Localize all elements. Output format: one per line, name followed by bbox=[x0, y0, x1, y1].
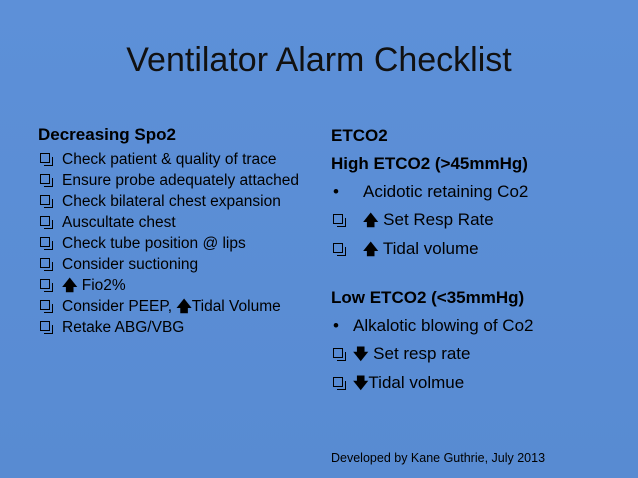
etco2-heading: ETCO2 bbox=[331, 126, 388, 145]
checkbox-icon bbox=[40, 258, 50, 268]
checkbox-icon bbox=[40, 300, 50, 310]
checkbox-icon bbox=[40, 216, 50, 226]
checkbox-icon bbox=[40, 195, 50, 205]
arrow-up-icon: 🡅 bbox=[363, 241, 379, 258]
list-item: Auscultate chest bbox=[38, 213, 318, 232]
checkbox-icon bbox=[40, 174, 50, 184]
list-item: • Acidotic retaining Co2 bbox=[331, 178, 621, 206]
checkbox-icon bbox=[333, 243, 343, 253]
list-item: Check tube position @ lips bbox=[38, 234, 318, 253]
checkbox-icon bbox=[40, 321, 50, 331]
checkbox-icon bbox=[333, 214, 343, 224]
author-credit: Developed by Kane Guthrie, July 2013 bbox=[331, 451, 546, 465]
checkbox-icon bbox=[40, 279, 50, 289]
spo2-heading: Decreasing Spo2 bbox=[38, 125, 176, 144]
list-item: 🡇 Set resp rate bbox=[331, 340, 621, 369]
checkbox-icon bbox=[40, 153, 50, 163]
list-item: Check bilateral chest expansion bbox=[38, 192, 318, 211]
arrow-down-icon: 🡇 bbox=[353, 346, 369, 363]
arrow-down-icon: 🡇 bbox=[353, 375, 369, 392]
etco2-column bbox=[331, 124, 621, 398]
bullet-icon: • bbox=[333, 182, 339, 201]
list-item: Ensure probe adequately attached bbox=[38, 171, 318, 190]
spo2-checklist bbox=[38, 150, 318, 337]
list-item: 🡅 Fio2% bbox=[38, 276, 318, 295]
low-etco2-heading: Low ETCO2 (<35mmHg) bbox=[331, 288, 525, 307]
arrow-up-icon: 🡅 bbox=[363, 212, 379, 229]
list-item: • Alkalotic blowing of Co2 bbox=[331, 312, 621, 340]
checkbox-icon bbox=[40, 237, 50, 247]
list-item: 🡅 Tidal volume bbox=[331, 235, 621, 264]
bullet-icon: • bbox=[333, 316, 339, 335]
slide-title: Ventilator Alarm Checklist bbox=[126, 41, 512, 79]
checkbox-icon bbox=[333, 377, 343, 387]
high-etco2-heading: High ETCO2 (>45mmHg) bbox=[331, 154, 528, 173]
list-item: Check patient & quality of trace bbox=[38, 150, 318, 169]
list-item: Consider suctioning bbox=[38, 255, 318, 274]
spo2-column bbox=[38, 124, 318, 339]
list-item: 🡇Tidal volmue bbox=[331, 369, 621, 398]
arrow-up-icon: 🡅 bbox=[176, 298, 192, 315]
list-item: 🡅 Set Resp Rate bbox=[331, 206, 621, 235]
checkbox-icon bbox=[333, 348, 343, 358]
list-item: Consider PEEP, 🡅Tidal Volume bbox=[38, 297, 318, 316]
list-item: Retake ABG/VBG bbox=[38, 318, 318, 337]
arrow-up-icon: 🡅 bbox=[62, 277, 78, 294]
